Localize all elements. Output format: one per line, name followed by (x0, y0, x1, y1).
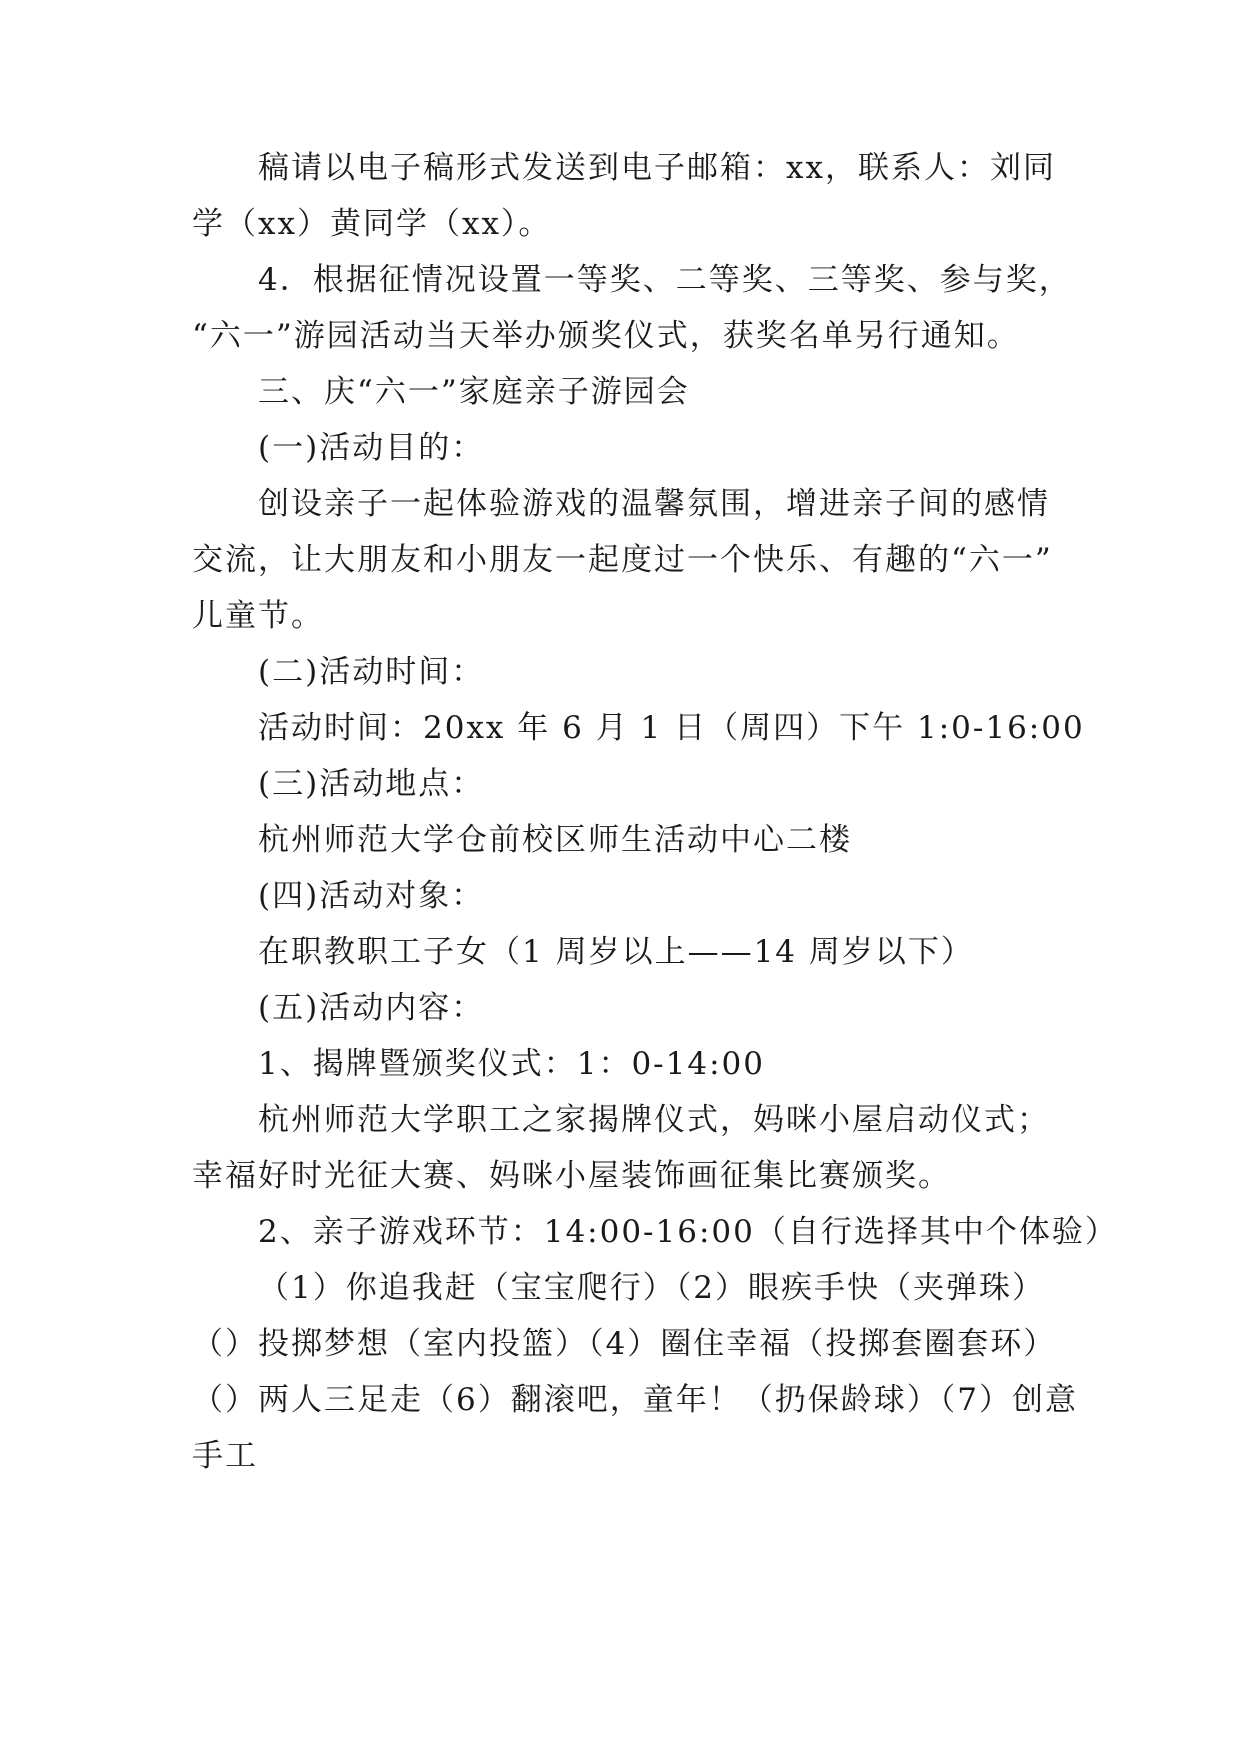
text-line: 创设亲子一起体验游戏的温馨氛围，增进亲子间的感情 (258, 486, 1050, 522)
text-line: 杭州师范大学职工之家揭牌仪式，妈咪小屋启动仪式； (258, 1102, 1050, 1138)
subsection-heading: (二)活动时间： (258, 654, 485, 690)
text-line: 幸福好时光征大赛、妈咪小屋装饰画征集比赛颁奖。 (192, 1158, 951, 1194)
text-line: “六一”游园活动当天举办颁奖仪式，获奖名单另行通知。 (192, 318, 1020, 354)
text-line: 4．根据征情况设置一等奖、二等奖、三等奖、参与奖， (258, 262, 1072, 298)
text-line: （）投掷梦想（室内投篮）（4）圈住幸福（投掷套圈套环） (192, 1326, 1057, 1362)
text-line: （1）你追我赶（宝宝爬行）（2）眼疾手快（夹弹珠） (258, 1270, 1045, 1306)
subsection-heading: (三)活动地点： (258, 766, 485, 802)
subsection-heading: (五)活动内容： (258, 990, 485, 1026)
section-heading: 三、庆“六一”家庭亲子游园会 (258, 374, 690, 410)
subsection-heading: (一)活动目的： (258, 430, 485, 466)
text-line: 手工 (192, 1438, 258, 1474)
text-line: 学（xx）黄同学（xx）。 (192, 206, 552, 242)
subsection-heading: (四)活动对象： (258, 878, 485, 914)
text-line: （）两人三足走（6）翻滚吧，童年！（扔保龄球）（7）创意 (192, 1382, 1078, 1418)
text-line: 杭州师范大学仓前校区师生活动中心二楼 (258, 822, 852, 858)
text-line: 在职教职工子女（1 周岁以上——14 周岁以下） (258, 934, 974, 970)
text-line: 1、揭牌暨颁奖仪式：1：0-14:00 (258, 1046, 765, 1082)
text-line: 交流，让大朋友和小朋友一起度过一个快乐、有趣的“六一” (192, 542, 1053, 578)
text-line: 活动时间：20xx 年 6 月 1 日（周四）下午 1:0-16:00 (258, 710, 1085, 746)
text-line: 儿童节。 (192, 598, 324, 634)
text-line: 2、亲子游戏环节：14:00-16:00（自行选择其中个体验） (258, 1214, 1118, 1250)
text-line: 稿请以电子稿形式发送到电子邮箱：xx，联系人：刘同 (258, 150, 1056, 186)
